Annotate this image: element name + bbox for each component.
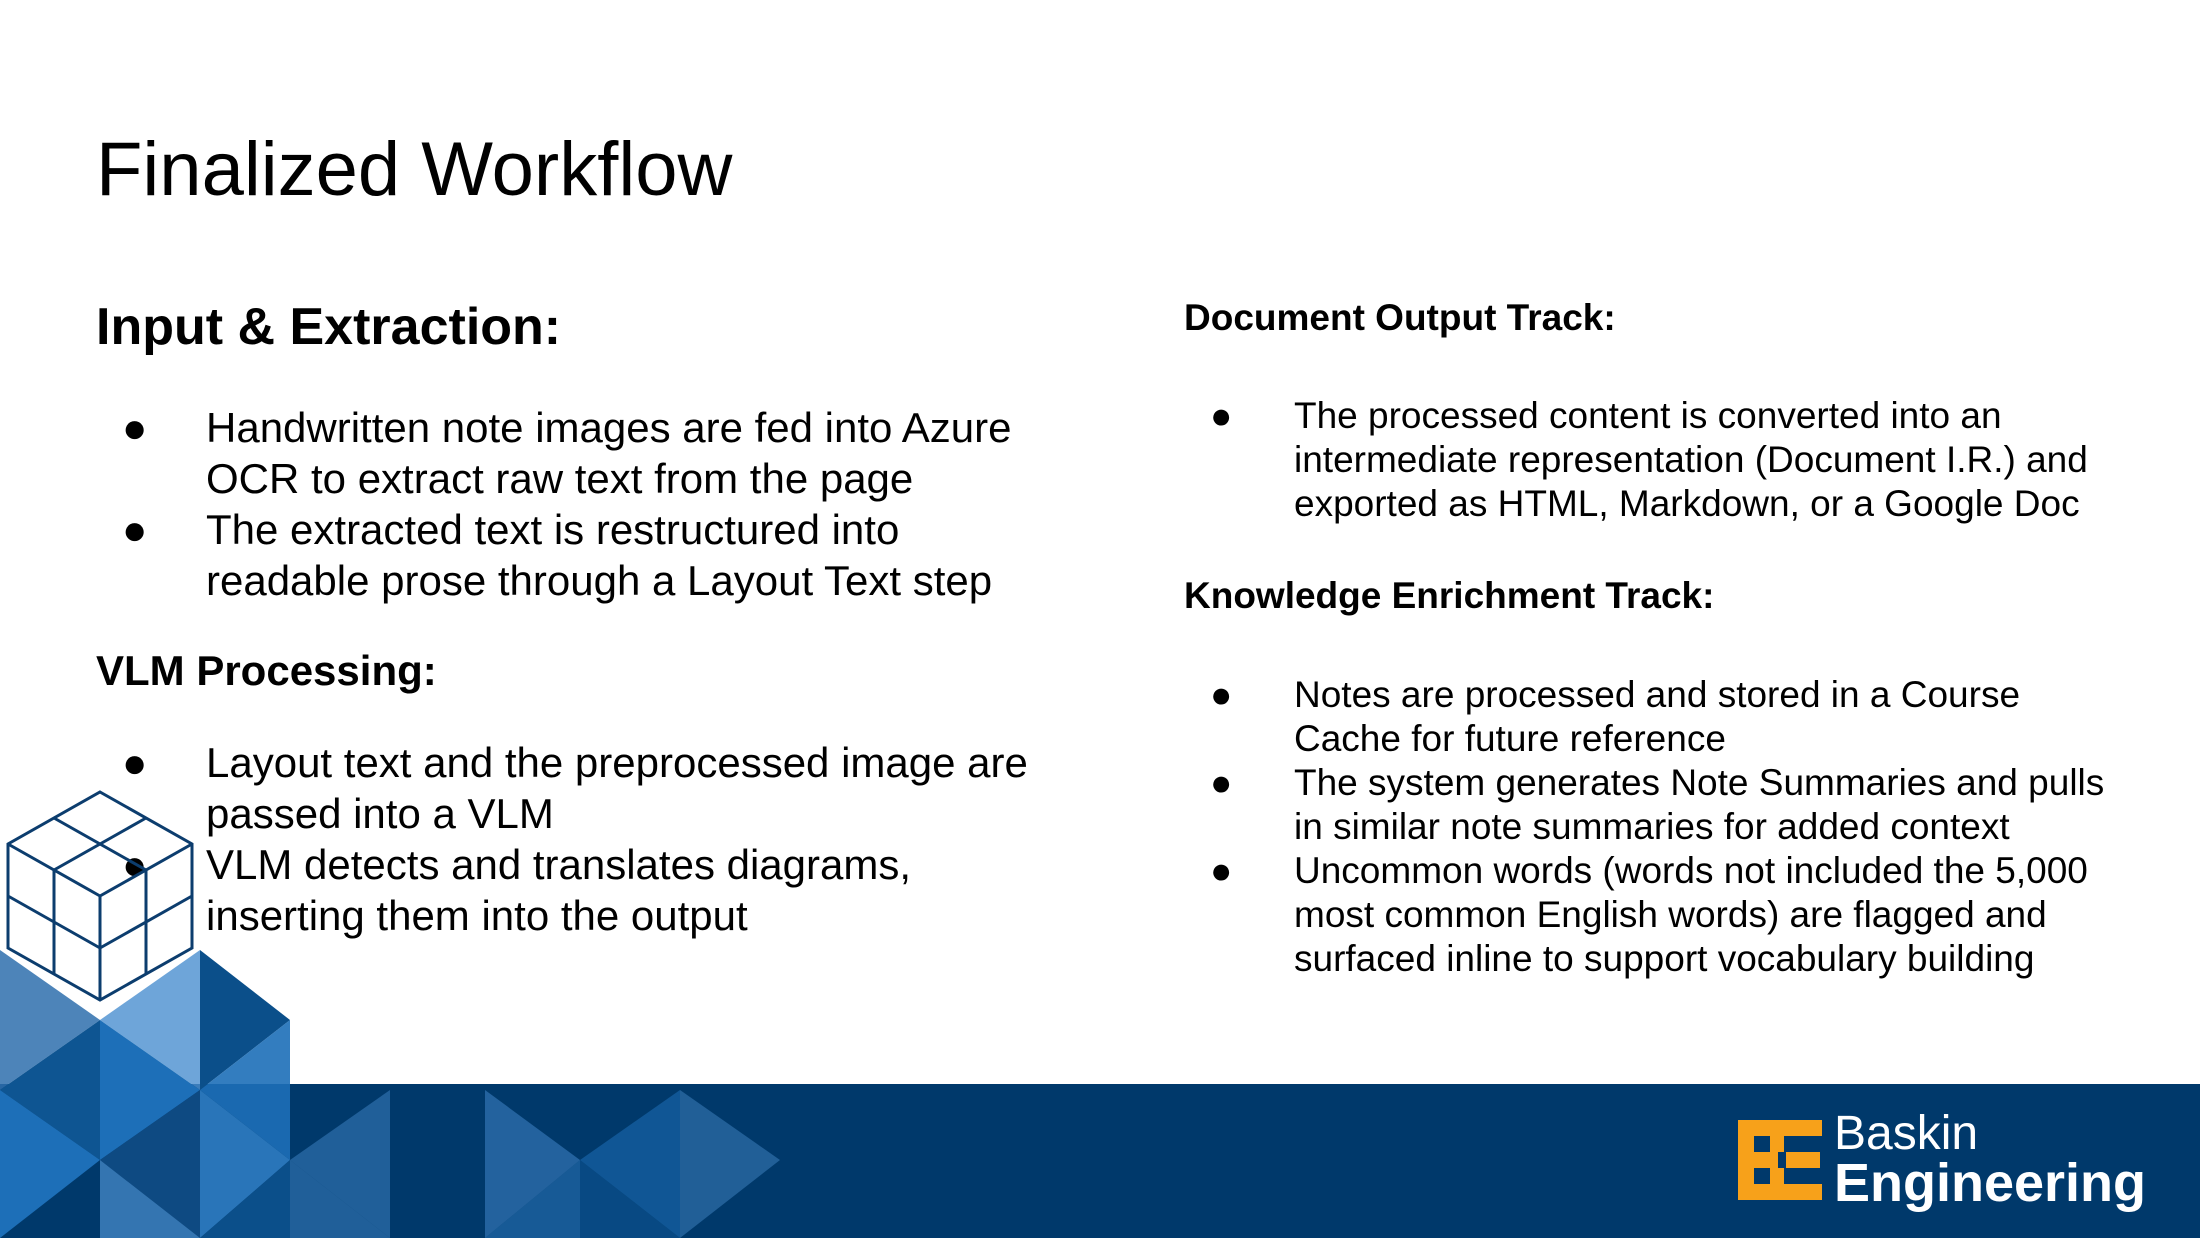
list-item-text: The extracted text is restructured into readable prose through a Layout Text step bbox=[206, 506, 993, 605]
list-item-text: Layout text and the preprocessed image are passed into a VLM bbox=[206, 738, 1028, 837]
knowledge-enrichment-list bbox=[1184, 673, 2124, 981]
list-item-text: Uncommon words (words not included the 5,000 most common English words) are flagged and surfaced inline to support vocabulary building bbox=[1294, 849, 2088, 979]
section-heading-knowledge-enrichment: Knowledge Enrichment Track: bbox=[1184, 575, 1715, 617]
bullet-icon: ● bbox=[1210, 395, 1233, 437]
list-item bbox=[96, 839, 1036, 941]
logo-wordmark bbox=[1834, 1107, 2147, 1213]
cube-outline-decoration bbox=[0, 788, 200, 1008]
list-item-text: Handwritten note images are fed into Azure OCR to extract raw text from the page bbox=[206, 404, 1012, 503]
logo-line-2: Engineering bbox=[1834, 1153, 2147, 1213]
input-extraction-list bbox=[96, 402, 1036, 606]
list-item-text: The processed content is converted into an intermediate representation (Document I.R.) and exported as HTML, Markdown, or a Google Doc bbox=[1294, 395, 2088, 525]
document-output-list bbox=[1184, 394, 2124, 526]
bullet-icon: ● bbox=[122, 404, 148, 452]
section-heading-input-extraction: Input & Extraction: bbox=[96, 298, 562, 356]
list-item bbox=[1184, 394, 2124, 526]
list-item bbox=[1184, 849, 2124, 981]
vlm-processing-list bbox=[96, 737, 1036, 941]
list-item bbox=[96, 402, 1036, 504]
bullet-icon: ● bbox=[122, 506, 148, 554]
list-item-text: The system generates Note Summaries and pulls in similar note summaries for added context bbox=[1294, 761, 2105, 847]
bullet-icon: ● bbox=[122, 840, 148, 888]
left-column bbox=[96, 296, 1036, 941]
slide-title: Finalized Workflow bbox=[96, 127, 733, 212]
list-item bbox=[1184, 761, 2124, 849]
bullet-icon: ● bbox=[1210, 849, 1233, 891]
list-item-text: Notes are processed and stored in a Course Cache for future reference bbox=[1294, 673, 2021, 759]
list-item bbox=[1184, 673, 2124, 761]
bullet-icon: ● bbox=[1210, 673, 1233, 715]
list-item-text: VLM detects and translates diagrams, inserting them into the output bbox=[206, 840, 912, 939]
list-item bbox=[96, 737, 1036, 839]
bullet-icon: ● bbox=[122, 738, 148, 786]
section-heading-vlm-processing: VLM Processing: bbox=[96, 647, 437, 695]
baskin-engineering-logo bbox=[1736, 1107, 2147, 1213]
bullet-icon: ● bbox=[1210, 761, 1233, 803]
be-logo-icon bbox=[1736, 1116, 1824, 1204]
right-column bbox=[1184, 296, 2124, 981]
list-item bbox=[96, 504, 1036, 606]
logo-line-1: Baskin bbox=[1834, 1107, 1979, 1160]
section-heading-document-output: Document Output Track: bbox=[1184, 297, 1616, 338]
